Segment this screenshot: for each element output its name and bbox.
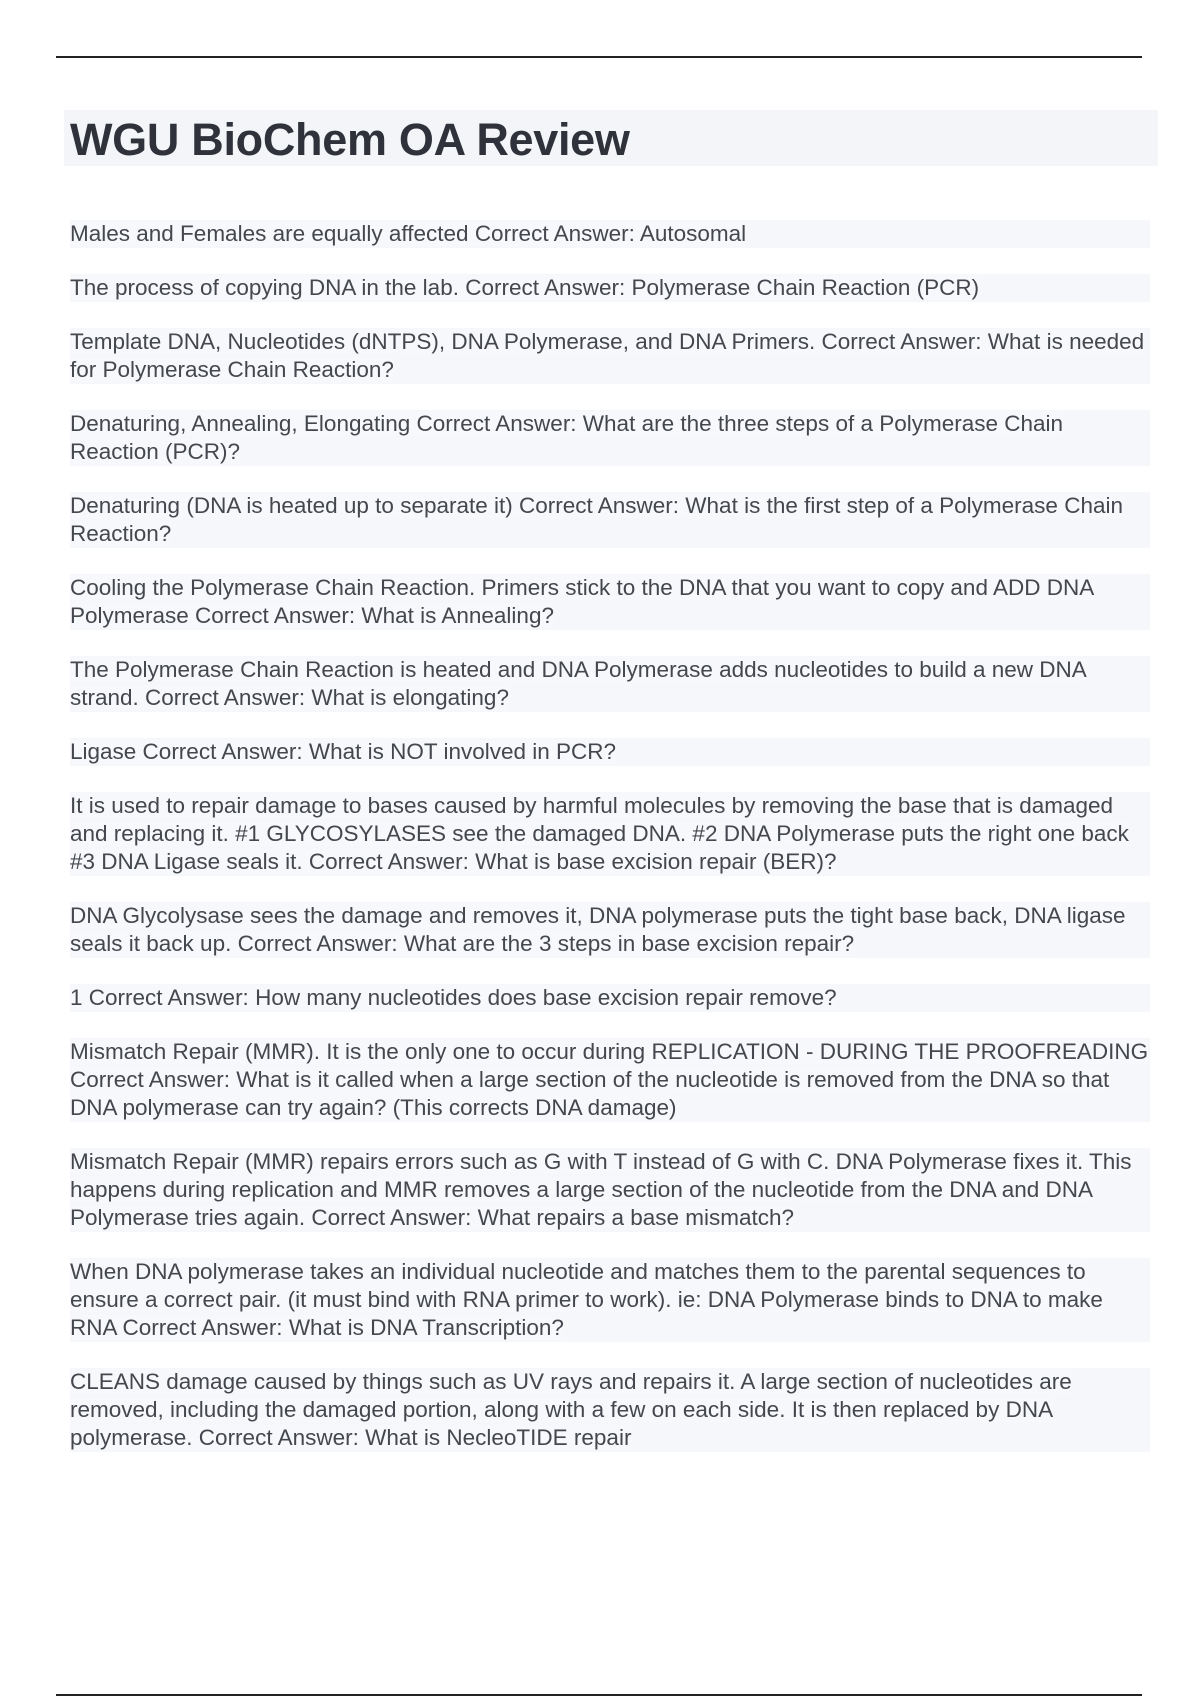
qa-text: The Polymerase Chain Reaction is heated and DNA Polymerase adds nucleotides to build a new DNA strand. Correct Answer: What is elongating? <box>70 657 1087 710</box>
qa-item <box>70 656 1150 712</box>
qa-item <box>70 792 1150 876</box>
qa-item <box>70 410 1150 466</box>
qa-item <box>70 1258 1150 1342</box>
qa-text: Mismatch Repair (MMR) repairs errors such as G with T instead of G with C. DNA Polymerase fixes it. This happens during replication and MMR removes a large section of the nucleotide from the DNA and DNA Polymerase tries again. Correct Answer: What repairs a base mismatch? <box>70 1149 1132 1230</box>
qa-item <box>70 328 1150 384</box>
qa-text: CLEANS damage caused by things such as UV rays and repairs it. A large section of nucleotides are removed, including the damaged portion, along with a few on each side. It is then replaced by DNA polymerase. Correct Answer: What is NecleoTIDE repair <box>70 1369 1072 1450</box>
top-rule <box>56 56 1142 58</box>
qa-item <box>70 220 1150 248</box>
qa-item <box>70 902 1150 958</box>
qa-item <box>70 492 1150 548</box>
qa-item <box>70 1368 1150 1452</box>
qa-text: When DNA polymerase takes an individual nucleotide and matches them to the parental sequences to ensure a correct pair. (it must bind with RNA primer to work). ie: DNA Polymerase binds to DNA to make RNA Correct Answer: What is DNA Transcription? <box>70 1259 1103 1340</box>
qa-list <box>70 220 1150 1478</box>
qa-item <box>70 984 1150 1012</box>
bottom-rule <box>56 1694 1142 1696</box>
qa-item <box>70 574 1150 630</box>
qa-text: The process of copying DNA in the lab. Correct Answer: Polymerase Chain Reaction (PCR) <box>70 275 980 300</box>
qa-text: Ligase Correct Answer: What is NOT involved in PCR? <box>70 739 617 764</box>
qa-item <box>70 738 1150 766</box>
qa-text: DNA Glycolysase sees the damage and removes it, DNA polymerase puts the tight base back, DNA ligase seals it back up. Correct Answer: What are the 3 steps in base excision repair? <box>70 903 1126 956</box>
qa-text: Denaturing (DNA is heated up to separate it) Correct Answer: What is the first step of a Polymerase Chain Reaction? <box>70 493 1123 546</box>
qa-text: It is used to repair damage to bases caused by harmful molecules by removing the base that is damaged and replacing it. #1 GLYCOSYLASES see the damaged DNA. #2 DNA Polymerase puts the right one back #3 DNA Ligase seals it. Correct Answer: What is base excision repair (BER)? <box>70 793 1129 874</box>
qa-text: Males and Females are equally affected Correct Answer: Autosomal <box>70 221 747 246</box>
qa-item <box>70 274 1150 302</box>
qa-text: 1 Correct Answer: How many nucleotides does base excision repair remove? <box>70 985 837 1010</box>
qa-item <box>70 1038 1150 1122</box>
qa-item <box>70 1148 1150 1232</box>
page-title: WGU BioChem OA Review <box>70 114 630 165</box>
qa-text: Denaturing, Annealing, Elongating Correct Answer: What are the three steps of a Polymerase Chain Reaction (PCR)? <box>70 411 1064 464</box>
qa-text: Cooling the Polymerase Chain Reaction. Primers stick to the DNA that you want to copy and ADD DNA Polymerase Correct Answer: What is Annealing? <box>70 575 1095 628</box>
qa-text: Template DNA, Nucleotides (dNTPS), DNA Polymerase, and DNA Primers. Correct Answer: What is needed for Polymerase Chain Reaction? <box>70 329 1145 382</box>
qa-text: Mismatch Repair (MMR). It is the only one to occur during REPLICATION - DURING THE PROOFREADING Correct Answer: What is it called when a large section of the nucleotide is removed from the DNA so that DNA polymerase can try again? (This corrects DNA damage) <box>70 1039 1149 1120</box>
